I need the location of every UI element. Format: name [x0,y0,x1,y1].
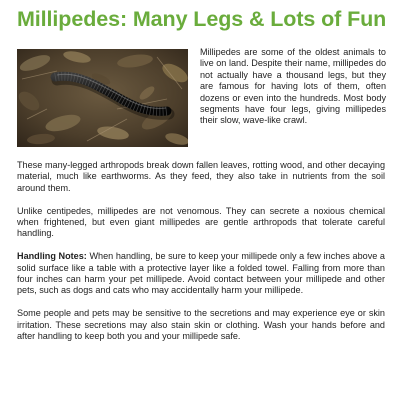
body-paragraph: Unlike centipedes, millipedes are not venomous. They can secrete a noxious chemical when frightened, but even giant millipedes are gentle arthropods that tolerate careful handling. [17,205,385,239]
millipede-photo [17,49,188,147]
page-title: Millipedes: Many Legs & Lots of Fun [17,7,387,31]
closing-paragraph: Some people and pets may be sensitive to the secretions and may experience eye or skin irritation. These secretions may also stain skin or clothing. Wash your hands before and after handling to keep both you and your millipede safe. [17,308,385,342]
handling-notes-paragraph [17,251,385,297]
handling-notes-label: Handling Notes: [17,251,87,262]
body-paragraph: These many-legged arthropods break down fallen leaves, rotting wood, and other decaying material, much like earthworms. As they feed, they also take in nutrients from the soil around them. [17,160,385,193]
handling-notes-text: When handling, be sure to keep your millipede only a few inches above a solid surface like a table with a protective layer like a folded towel. Falling from more than four inches can harm your pet millipede. Avoid contact between your millipede and other pets, such as dogs and cats who may accidentally harm your millipede. [17,251,385,296]
intro-paragraph: Millipedes are some of the oldest animals to live on land. Despite their name, millipedes do not actually have a thousand legs, but they are famous for having lots of them, often dozens or even into the hundreds. Most body segments have four legs, giving millipedes their slow, wave-like crawl. [200,47,386,126]
intro-section [17,49,385,153]
